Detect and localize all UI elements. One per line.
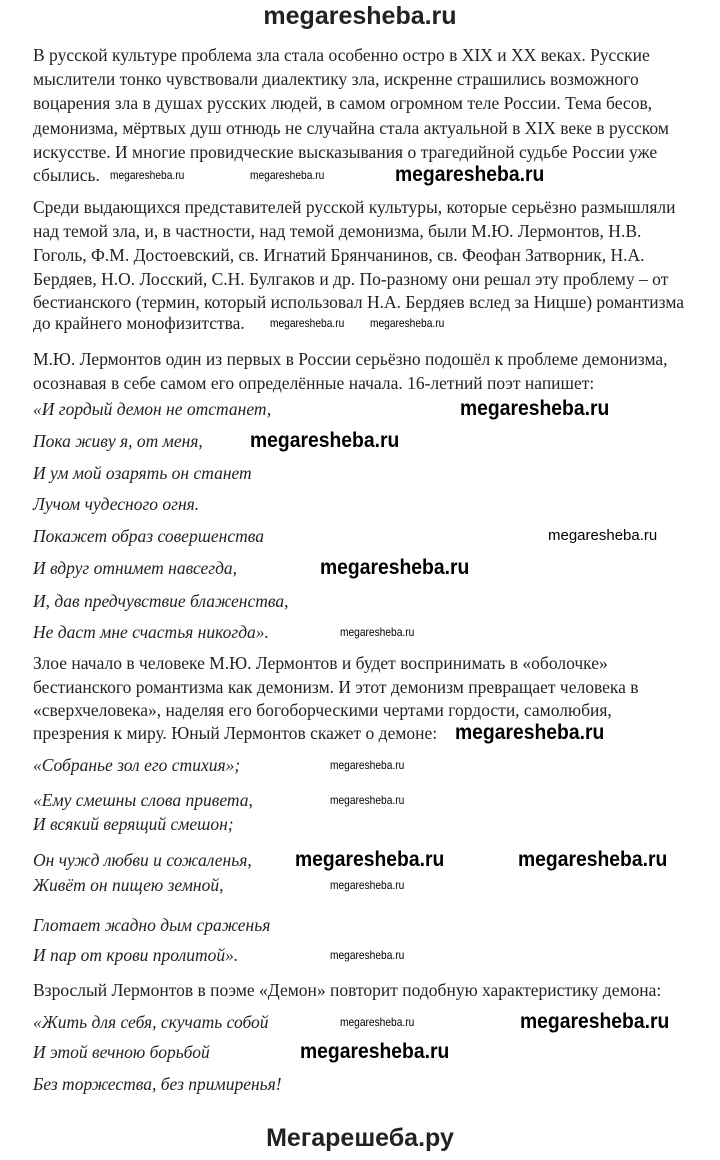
watermark: megaresheba.ru (320, 556, 470, 579)
verse-line: Лучом чудесного огня. (33, 494, 200, 514)
watermark: megaresheba.ru (370, 316, 445, 330)
text-line: М.Ю. Лермонтов один из первых в России серьёзно подошёл к проблеме демонизма, (33, 349, 668, 369)
text-line: искусстве. И многие провидческие высказывания о трагедийной судьбе России уже (33, 142, 658, 162)
watermark: megaresheba.ru (330, 948, 405, 962)
watermark: megaresheba.ru (548, 527, 658, 544)
verse-line: И ум мой озарять он станет (33, 463, 252, 483)
text-line: до крайнего монофизитства. (33, 313, 245, 333)
watermark: megaresheba.ru (295, 848, 445, 871)
verse-line: И всякий верящий смешон; (33, 814, 234, 834)
verse-line: И, дав предчувствие блаженства, (33, 591, 289, 611)
verse-line: «Собранье зол его стихия»; (33, 755, 241, 775)
watermark: megaresheba.ru (250, 168, 325, 182)
text-line: бестианского (термин, который использовал Н.А. Бердяев вслед за Ницше) романтизма (33, 292, 685, 312)
text-line: над темой зла, и, в частности, над темой демонизма, были М.Ю. Лермонтов, Н.В. (33, 221, 642, 241)
text-line: осознавая в себе самом его определённые начала. 16-летний поэт напишет: (33, 373, 595, 393)
text-line: сбылись. (33, 165, 100, 185)
watermark: megaresheba.ru (330, 758, 405, 772)
text-line: демонизма, мёртвых душ отнюдь не случайна стала актуальной в XIX веке в русском (33, 118, 669, 138)
site-footer: Мегарешеба.ру (266, 1124, 454, 1152)
watermark: megaresheba.ru (460, 397, 610, 420)
verse-line: И вдруг отнимет навсегда, (33, 558, 238, 578)
watermark: megaresheba.ru (330, 793, 405, 807)
verse-line: Живёт он пищею земной, (33, 875, 224, 895)
verse-line: Без торжества, без примиренья! (33, 1074, 282, 1094)
text-line: Злое начало в человеке М.Ю. Лермонтов и будет воспринимать в «оболочке» (33, 653, 608, 673)
verse-line: И пар от крови пролитой». (33, 945, 239, 965)
text-line: В русской культуре проблема зла стала особенно остро в XIX и XX веках. Русские (33, 45, 650, 65)
text-line: бестианского романтизма как демонизм. И этот демонизм превращает человека в (33, 677, 639, 697)
watermark: megaresheba.ru (270, 316, 345, 330)
text-line: Гоголь, Ф.М. Достоевский, св. Игнатий Брянчанинов, св. Феофан Затворник, Н.А. (33, 245, 645, 265)
watermark: megaresheba.ru (330, 878, 405, 892)
verse-line: Глотает жадно дым сраженья (33, 915, 271, 935)
text-line: мыслители тонко чувствовали диалектику зла, искренне страшились возможного (33, 69, 639, 89)
watermark: megaresheba.ru (520, 1010, 670, 1033)
verse-line: Покажет образ совершенства (33, 526, 264, 546)
watermark: megaresheba.ru (300, 1040, 450, 1063)
verse-line: «Жить для себя, скучать собой (33, 1012, 269, 1032)
verse-line: «Ему смешны слова привета, (33, 790, 253, 810)
verse-line: «И гордый демон не отстанет, (33, 399, 272, 419)
text-line: Среди выдающихся представителей русской культуры, которые серьёзно размышляли (33, 197, 676, 217)
watermark: megaresheba.ru (518, 848, 668, 871)
text-line: презрения к миру. Юный Лермонтов скажет о демоне: (33, 723, 438, 743)
watermark: megaresheba.ru (340, 625, 415, 639)
verse-line: Он чужд любви и сожаленья, (33, 850, 252, 870)
watermark: megaresheba.ru (395, 163, 545, 186)
text-line: Бердяев, Н.О. Лосский, С.Н. Булгаков и др. По-разному они решал эту проблему – от (33, 269, 669, 289)
text-line: Взрослый Лермонтов в поэме «Демон» повторит подобную характеристику демона: (33, 980, 662, 1000)
watermark: megaresheba.ru (110, 168, 185, 182)
verse-line: И этой вечною борьбой (33, 1042, 210, 1062)
text-line: воцарения зла в душах русских людей, в самом огромном теле России. Тема бесов, (33, 93, 653, 113)
site-header: megaresheba.ru (263, 2, 457, 30)
watermark: megaresheba.ru (340, 1015, 415, 1029)
verse-line: Пока живу я, от меня, (33, 431, 203, 451)
text-line: «сверхчеловека», наделяя его богоборческими чертами гордости, самолюбия, (33, 700, 612, 720)
watermark: megaresheba.ru (455, 721, 605, 744)
watermark: megaresheba.ru (250, 429, 400, 452)
verse-line: Не даст мне счастья никогда». (33, 622, 269, 642)
